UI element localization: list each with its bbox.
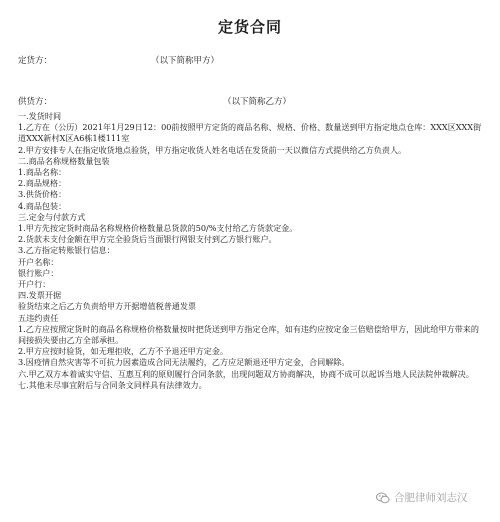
clause: 1.乙方在（公历）2021年1月29日12：00前按照甲方定货的商品名称、规格、价格、数量送到甲方指定地点仓库：XXX区XXX街道XXX新村X区A6栋1楼111室	[18, 122, 482, 144]
wechat-watermark	[376, 490, 468, 505]
form-field-label: 1.商品名称：	[18, 167, 67, 178]
clause: 2.甲方安排专人在指定收货地点验货，甲方指定收货人姓名电话在发货前一天以微信方式提供给乙方负责人。	[18, 144, 407, 155]
section-heading: 一.发货时间	[18, 111, 62, 121]
buyer-note: （以下简称乙方）	[223, 97, 292, 107]
form-field-label: 3.供货价格：	[18, 189, 67, 200]
form-field-label: 开户名称：	[18, 256, 59, 267]
document-title: 定货合同	[217, 18, 282, 36]
supplier-note: （以下简称甲方）	[151, 56, 220, 66]
clause: 2.货款未支付金额在甲方完全验货后当面银行网银支付到乙方银行账户。	[18, 234, 277, 245]
clause: 1.甲方先按定货时商品名称规格价格数量总货款的50/%支付给乙方货款定金。	[18, 223, 298, 234]
watermark-text: 合肥律师刘志汉	[394, 492, 468, 504]
section-heading: 四.发票开据	[18, 290, 62, 301]
clause: 七.其他未尽事宜附后与合同条文同样具有法律效力。	[18, 379, 207, 390]
form-field-label: 开户行：	[18, 279, 51, 290]
wechat-icon	[376, 492, 390, 504]
section-heading: 二.商品名称规格数量包装	[18, 155, 110, 166]
buyer-label: 供货方：	[18, 97, 53, 107]
clause: 1.乙方应按照定货时的商品名称规格价格数量按时把货送到甲方指定仓库，如有违约应按定金三倍赔偿给甲方，因此给甲方带来的间接损失要由乙方全部承担。	[18, 323, 479, 346]
buyer-line	[18, 95, 292, 107]
clause: 3.乙方指定转账银行信息：	[18, 245, 115, 256]
clause: 3.因疫情自然灾害等不可抗力因素造成合同无法履约，乙方应足额退还甲方定金，合同解除。	[18, 357, 350, 368]
contract-body	[18, 111, 484, 391]
section-heading: 五违约责任	[18, 312, 59, 323]
clause: 验货结束之后乙方负责给甲方开据增值税普通发票	[18, 301, 197, 312]
clause: 六.甲乙双方本着诚实守信、互惠互利的原则履行合同条款，出现问题双方协商解决，协商不成可以起诉当地人民法院仲裁解决。	[18, 368, 474, 379]
form-field-label: 2.商品规格：	[18, 178, 67, 189]
section-heading: 三.定金与付款方式	[18, 211, 86, 222]
supplier-line	[18, 54, 220, 66]
form-field-label: 4.商品包装：	[18, 200, 67, 211]
supplier-label: 定货方：	[18, 56, 53, 66]
clause: 2.甲方应按时验货，如无理拒收，乙方不予退还甲方定金。	[18, 346, 229, 357]
form-field-label: 银行账户：	[18, 267, 59, 278]
